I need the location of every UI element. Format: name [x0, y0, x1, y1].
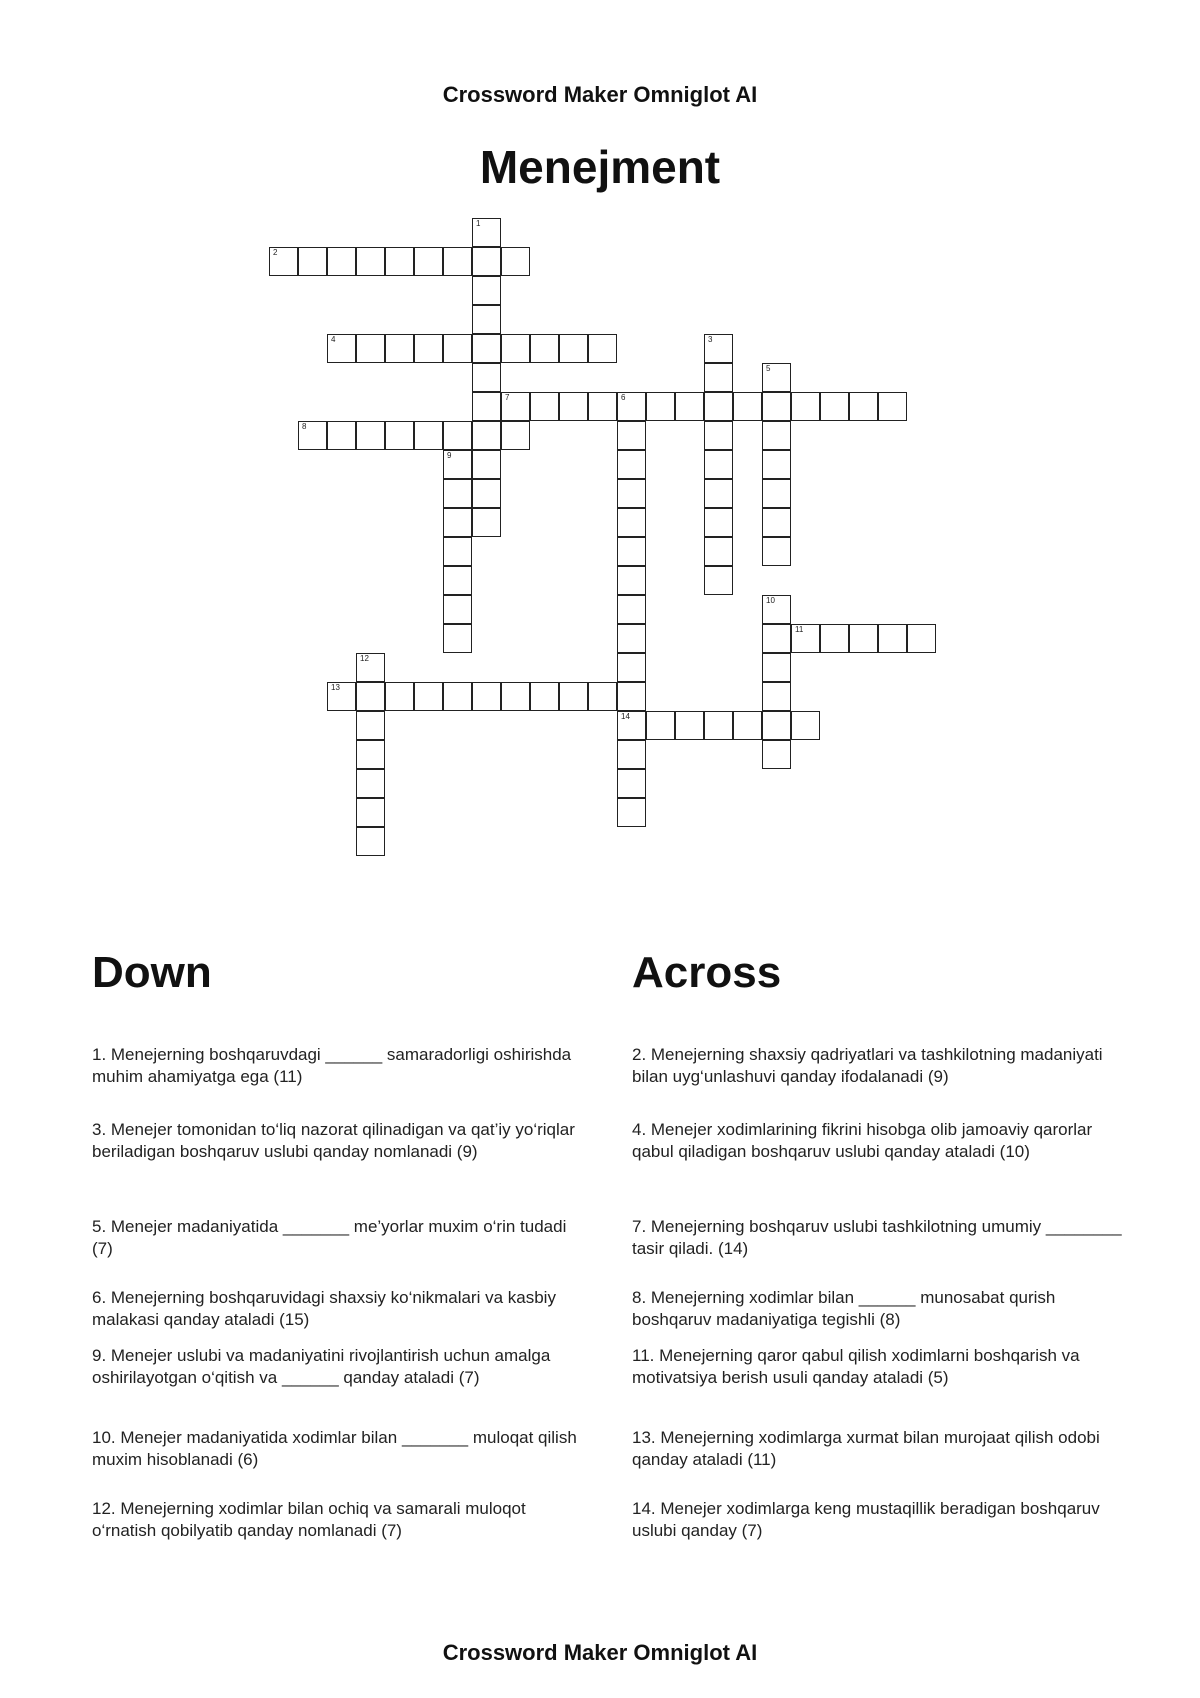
clue-number: 12 [360, 654, 369, 663]
crossword-cell[interactable] [617, 711, 646, 740]
crossword-cell[interactable] [501, 682, 530, 711]
crossword-cell[interactable] [472, 450, 501, 479]
crossword-cell[interactable] [356, 798, 385, 827]
crossword-cell[interactable] [298, 247, 327, 276]
clue-number: 1 [476, 219, 481, 228]
crossword-cell[interactable] [530, 392, 559, 421]
clue-number: 13 [331, 683, 340, 692]
crossword-cell[interactable] [443, 624, 472, 653]
across-clue: 2. Menejerning shaxsiy qadriyatlari va tashkilotning madaniyati bilan uyg‘unlashuvi qanday ifodalanadi (9) [632, 1045, 1103, 1086]
across-clue: 4. Menejer xodimlarining fikrini hisobga olib jamoaviy qarorlar qabul qiladigan boshqaruv uslubi qanday ataladi (10) [632, 1120, 1093, 1161]
crossword-cell[interactable] [762, 363, 791, 392]
clue-number: 6 [621, 393, 626, 402]
crossword-cell[interactable] [849, 624, 878, 653]
crossword-cell[interactable] [414, 421, 443, 450]
crossword-cell[interactable] [762, 595, 791, 624]
crossword-cell[interactable] [646, 392, 675, 421]
crossword-cell[interactable] [356, 653, 385, 682]
crossword-cell[interactable] [269, 247, 298, 276]
clue-number: 3 [708, 335, 713, 344]
down-clue: 1. Menejerning boshqaruvdagi ______ samaradorligi oshirishda muhim ahamiyatga ega (11) [92, 1045, 572, 1086]
crossword-cell[interactable] [472, 682, 501, 711]
crossword-cell[interactable] [356, 769, 385, 798]
crossword-cell[interactable] [501, 421, 530, 450]
across-heading: Across [632, 948, 782, 997]
crossword-cell[interactable] [762, 479, 791, 508]
clue-number: 11 [795, 625, 804, 634]
crossword-cell[interactable] [588, 392, 617, 421]
crossword-cell[interactable] [762, 392, 791, 421]
crossword-cell[interactable] [820, 624, 849, 653]
crossword-cell[interactable] [385, 247, 414, 276]
crossword-cell[interactable] [646, 711, 675, 740]
down-clue: 12. Menejerning xodimlar bilan ochiq va samarali muloqot o‘rnatish qobilyatib qanday nomlanadi (7) [92, 1499, 526, 1540]
crossword-cell[interactable] [791, 711, 820, 740]
crossword-cell[interactable] [385, 334, 414, 363]
crossword-cell[interactable] [472, 247, 501, 276]
crossword-cell[interactable] [617, 682, 646, 711]
crossword-cell[interactable] [414, 334, 443, 363]
crossword-cell[interactable] [791, 624, 820, 653]
crossword-cell[interactable] [878, 624, 907, 653]
down-clue: 6. Menejerning boshqaruvidagi shaxsiy ko‘nikmalari va kasbiy malakasi qanday ataladi (15) [92, 1288, 556, 1329]
crossword-cell[interactable] [675, 711, 704, 740]
crossword-cell[interactable] [385, 682, 414, 711]
clue-number: 2 [273, 248, 278, 257]
crossword-cell[interactable] [617, 479, 646, 508]
crossword-cell[interactable] [617, 537, 646, 566]
crossword-cell[interactable] [327, 334, 356, 363]
crossword-cell[interactable] [762, 421, 791, 450]
crossword-cell[interactable] [704, 537, 733, 566]
crossword-cell[interactable] [356, 740, 385, 769]
crossword-cell[interactable] [472, 334, 501, 363]
crossword-cell[interactable] [675, 392, 704, 421]
crossword-cell[interactable] [704, 363, 733, 392]
clue-number: 7 [505, 393, 510, 402]
crossword-cell[interactable] [414, 247, 443, 276]
crossword-cell[interactable] [762, 740, 791, 769]
crossword-cell[interactable] [443, 537, 472, 566]
crossword-cell[interactable] [588, 334, 617, 363]
crossword-cell[interactable] [443, 247, 472, 276]
crossword-cell[interactable] [791, 392, 820, 421]
crossword-cell[interactable] [385, 421, 414, 450]
crossword-cell[interactable] [617, 421, 646, 450]
crossword-cell[interactable] [617, 653, 646, 682]
down-heading: Down [92, 948, 212, 997]
crossword-cell[interactable] [704, 566, 733, 595]
crossword-cell[interactable] [472, 479, 501, 508]
crossword-cell[interactable] [443, 334, 472, 363]
crossword-cell[interactable] [472, 392, 501, 421]
crossword-cell[interactable] [327, 421, 356, 450]
down-clue: 5. Menejer madaniyatida _______ me’yorlar muxim o‘rin tudadi (7) [92, 1217, 567, 1258]
across-clue: 7. Menejerning boshqaruv uslubi tashkilotning umumiy ________ tasir qiladi. (14) [632, 1217, 1122, 1258]
crossword-cell[interactable] [704, 334, 733, 363]
clue-number: 8 [302, 422, 307, 431]
header-brand: Crossword Maker Omniglot AI [442, 82, 758, 107]
crossword-cell[interactable] [559, 682, 588, 711]
crossword-cell[interactable] [530, 682, 559, 711]
crossword-cell[interactable] [443, 421, 472, 450]
crossword-cell[interactable] [704, 508, 733, 537]
down-clue: 9. Menejer uslubi va madaniyatini rivojlantirish uchun amalga oshirilayotgan o‘qitish va ______ qanday ataladi (7) [92, 1346, 551, 1387]
crossword-cell[interactable] [733, 711, 762, 740]
crossword-cell[interactable] [472, 305, 501, 334]
crossword-cell[interactable] [356, 334, 385, 363]
crossword-cell[interactable] [617, 769, 646, 798]
crossword-cell[interactable] [298, 421, 327, 450]
clue-number: 4 [331, 335, 336, 344]
crossword-cell[interactable] [472, 218, 501, 247]
clue-number: 14 [621, 712, 630, 721]
clue-number: 10 [766, 596, 775, 605]
crossword-cell[interactable] [762, 508, 791, 537]
crossword-cell[interactable] [530, 334, 559, 363]
crossword-cell[interactable] [704, 421, 733, 450]
crossword-cell[interactable] [356, 682, 385, 711]
crossword-cell[interactable] [356, 711, 385, 740]
crossword-cell[interactable] [762, 711, 791, 740]
crossword-cell[interactable] [762, 682, 791, 711]
crossword-cell[interactable] [878, 392, 907, 421]
crossword-cell[interactable] [472, 421, 501, 450]
crossword-cell[interactable] [443, 479, 472, 508]
crossword-cell[interactable] [588, 682, 617, 711]
crossword-cell[interactable] [414, 682, 443, 711]
crossword-cell[interactable] [472, 276, 501, 305]
crossword-cell[interactable] [443, 450, 472, 479]
crossword-cell[interactable] [501, 247, 530, 276]
crossword-cell[interactable] [327, 247, 356, 276]
crossword-cell[interactable] [762, 653, 791, 682]
crossword-cell[interactable] [472, 363, 501, 392]
crossword-cell[interactable] [617, 450, 646, 479]
crossword-cell[interactable] [617, 595, 646, 624]
crossword-cell[interactable] [356, 827, 385, 856]
clue-number: 5 [766, 364, 771, 373]
down-clue: 3. Menejer tomonidan to‘liq nazorat qilinadigan va qat’iy yo‘riqlar beriladigan boshqaruv uslubi qanday nomlanadi (9) [92, 1120, 575, 1161]
crossword-cell[interactable] [762, 537, 791, 566]
crossword-cell[interactable] [559, 392, 588, 421]
across-clue: 14. Menejer xodimlarga keng mustaqillik beradigan boshqaruv uslubi qanday (7) [632, 1499, 1100, 1540]
across-clue: 8. Menejerning xodimlar bilan ______ munosabat qurish boshqaruv madaniyatiga tegishli (8) [632, 1288, 1056, 1329]
crossword-cell[interactable] [443, 566, 472, 595]
crossword-cell[interactable] [472, 508, 501, 537]
crossword-cell[interactable] [617, 566, 646, 595]
crossword-cell[interactable] [559, 334, 588, 363]
crossword-cell[interactable] [617, 624, 646, 653]
crossword-cell[interactable] [356, 421, 385, 450]
puzzle-title: Menejment [479, 141, 721, 193]
crossword-cell[interactable] [617, 508, 646, 537]
crossword-cell[interactable] [443, 682, 472, 711]
crossword-cell[interactable] [617, 392, 646, 421]
across-clue: 11. Menejerning qaror qabul qilish xodimlarni boshqarish va motivatsiya berish usuli qanday ataladi (5) [632, 1346, 1080, 1387]
crossword-cell[interactable] [733, 392, 762, 421]
crossword-cell[interactable] [501, 334, 530, 363]
crossword-cell[interactable] [356, 247, 385, 276]
across-clue: 13. Menejerning xodimlarga xurmat bilan murojaat qilish odobi qanday ataladi (11) [632, 1428, 1100, 1469]
down-clue: 10. Menejer madaniyatida xodimlar bilan _______ muloqat qilish muxim hisoblanadi (6) [92, 1428, 577, 1469]
crossword-cell[interactable] [849, 392, 878, 421]
clue-number: 9 [447, 451, 452, 460]
crossword-cell[interactable] [907, 624, 936, 653]
crossword-cell[interactable] [704, 711, 733, 740]
crossword-cell[interactable] [327, 682, 356, 711]
crossword-cell[interactable] [762, 624, 791, 653]
crossword-cell[interactable] [820, 392, 849, 421]
crossword-cell[interactable] [704, 392, 733, 421]
crossword-cell[interactable] [443, 595, 472, 624]
footer-brand: Crossword Maker Omniglot AI [442, 1640, 758, 1665]
crossword-cell[interactable] [443, 508, 472, 537]
crossword-cell[interactable] [704, 450, 733, 479]
crossword-cell[interactable] [704, 479, 733, 508]
crossword-cell[interactable] [762, 450, 791, 479]
crossword-cell[interactable] [501, 392, 530, 421]
crossword-cell[interactable] [617, 798, 646, 827]
crossword-cell[interactable] [617, 740, 646, 769]
